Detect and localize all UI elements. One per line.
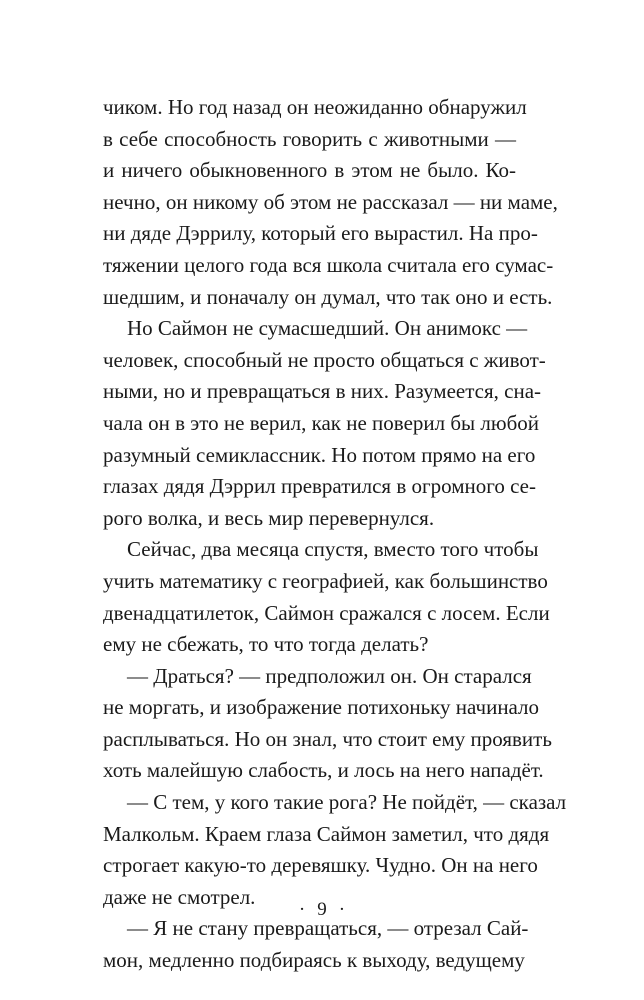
text-line: строгает какую-то деревяшку. Чудно. Он на него	[103, 853, 538, 878]
text-line: Но Саймон не сумасшедший. Он анимокс —	[127, 316, 528, 341]
text-line: ему не сбежать, то что тогда делать?	[103, 632, 429, 657]
text-line: — Драться? — предположил он. Он старался	[127, 663, 532, 688]
text-line: Сейчас, два месяца спустя, вместо того чтобы	[127, 537, 539, 562]
text-line: расплываться. Но он знал, что стоит ему проявить	[103, 726, 552, 751]
text-line: учить математику с географией, как большинство	[103, 568, 548, 593]
text-line: разумный семиклассник. Но потом прямо на его	[103, 442, 536, 467]
text-line: не моргать, и изображение потихоньку начинало	[103, 695, 540, 720]
text-line: глазах дядя Дэррил превратился в огромного се-	[103, 474, 536, 499]
text-line: Малкольм. Краем глаза Саймон заметил, что дядя	[103, 821, 550, 846]
text-line: рого волка, и весь мир перевернулся.	[103, 505, 435, 530]
text-line: даже не смотрел.	[103, 884, 256, 909]
text-line: хоть малейшую слабость, и лось на него нападёт.	[103, 758, 544, 783]
folio-left-dot: ·	[298, 899, 306, 920]
page-number: 9	[317, 899, 327, 920]
text-line: шедшим, и поначалу он думал, что так оно и есть.	[103, 284, 553, 309]
text-line: чиком. Но год назад он неожиданно обнаружил	[103, 95, 527, 119]
text-line: чала он в это не верил, как не поверил бы любой	[103, 410, 539, 435]
text-line: ни дяде Дэррилу, который его вырастил. На про-	[103, 221, 538, 246]
text-line: двенадцатилеток, Саймон сражался с лосем. Если	[103, 600, 550, 625]
text-line: человек, способный не просто общаться с живот-	[103, 347, 546, 372]
text-line: — Я не стану превращаться, — отрезал Сай-	[127, 916, 529, 941]
body-text	[103, 92, 567, 977]
text-line: и ничего обыкновенного в этом не было. Ко-	[103, 158, 516, 183]
text-line: ными, но и превращаться в них. Разумеется, сна-	[103, 379, 542, 404]
text-line: — С тем, у кого такие рога? Не пойдёт, — сказал	[127, 790, 567, 815]
folio-right-dot: ·	[338, 899, 346, 920]
text-line: мон, медленно подбираясь к выходу, ведущему	[103, 948, 525, 973]
text-line: в себе способность говорить с животными —	[103, 126, 516, 151]
text-line: нечно, он никому об этом не рассказал — ни маме,	[103, 189, 558, 214]
page-number-footer	[0, 898, 644, 922]
text-line: тяжении целого года вся школа считала его сумас-	[103, 252, 554, 277]
